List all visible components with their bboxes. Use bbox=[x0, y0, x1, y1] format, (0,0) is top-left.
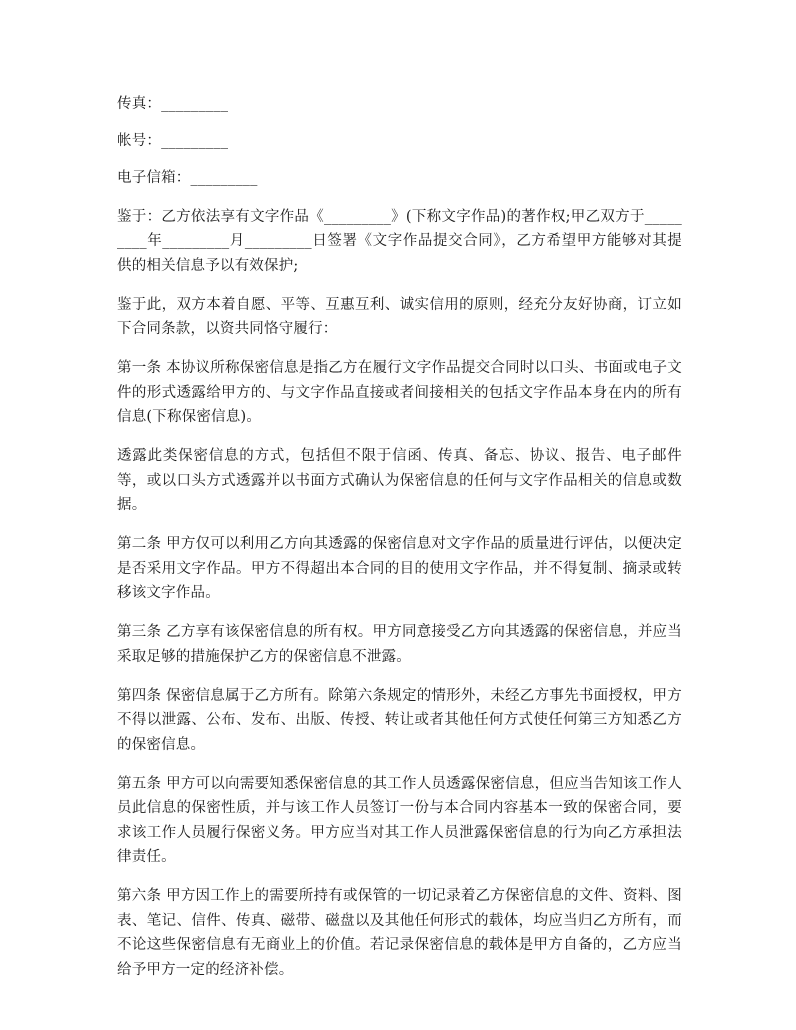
article-4-paragraph: 第四条 保密信息属于乙方所有。除第六条规定的情形外，未经乙方事先书面授权，甲方不得以泄露、公布、发布、出版、传授、转让或者其他任何方式使任何第三方知悉乙方的保密信息。 bbox=[117, 687, 682, 753]
email-label: 电子信箱： bbox=[117, 170, 191, 186]
email-field bbox=[117, 166, 682, 190]
account-value: _________ bbox=[161, 133, 229, 149]
fax-value: _________ bbox=[161, 96, 229, 112]
account-field bbox=[117, 129, 682, 153]
email-value: _________ bbox=[190, 170, 258, 186]
article-2-paragraph: 第二条 甲方仅可以利用乙方向其透露的保密信息对文字作品的质量进行评估，以便决定是否采用文字作品。甲方不得超出本合同的目的使用文字作品，并不得复制、摘录或转移该文字作品。 bbox=[117, 536, 682, 601]
article-1-paragraph: 第一条 本协议所称保密信息是指乙方在履行文字作品提交合同时以口头、书面或电子文件的形式透露给甲方的、与文字作品直接或者间接相关的包括文字作品本身在内的所有信息(下称保密信息)。 bbox=[117, 360, 682, 425]
whereas-paragraph-1: 鉴于：乙方依法享有文字作品《_________》(下称文字作品)的著作权;甲乙双方于_________年_________月_________日签署《文字作品提交合同》，乙方希望甲方能够对其提供的相关信息予以有效保护; bbox=[117, 208, 682, 274]
article-6-paragraph: 第六条 甲方因工作上的需要所持有或保管的一切记录着乙方保密信息的文件、资料、图表、笔记、信件、传真、磁带、磁盘以及其他任何形式的载体，均应当归乙方所有，而不论这些保密信息有无商业上的价值。若记录保密信息的载体是甲方自备的，乙方应当给予甲方一定的经济补偿。 bbox=[117, 888, 682, 978]
fax-field bbox=[117, 92, 682, 116]
fax-label: 传真： bbox=[117, 96, 162, 112]
account-label: 帐号： bbox=[117, 133, 162, 149]
article-3-paragraph: 第三条 乙方享有该保密信息的所有权。甲方同意接受乙方向其透露的保密信息，并应当采取足够的措施保护乙方的保密信息不泄露。 bbox=[117, 624, 682, 665]
disclosure-methods-paragraph: 透露此类保密信息的方式，包括但不限于信函、传真、备忘、协议、报告、电子邮件等，或以口头方式透露并以书面方式确认为保密信息的任何与文字作品相关的信息或数据。 bbox=[117, 448, 682, 513]
whereas-paragraph-2: 鉴于此，双方本着自愿、平等、互惠互利、诚实信用的原则，经充分友好协商，订立如下合同条款，以资共同恪守履行： bbox=[117, 296, 682, 337]
document-body bbox=[117, 92, 682, 995]
article-5-paragraph: 第五条 甲方可以向需要知悉保密信息的其工作人员透露保密信息，但应当告知该工作人员此信息的保密性质，并与该工作人员签订一份与本合同内容基本一致的保密合同，要求该工作人员履行保密义务。甲方应当对其工作人员泄露保密信息的行为向乙方承担法律责任。 bbox=[117, 775, 682, 865]
